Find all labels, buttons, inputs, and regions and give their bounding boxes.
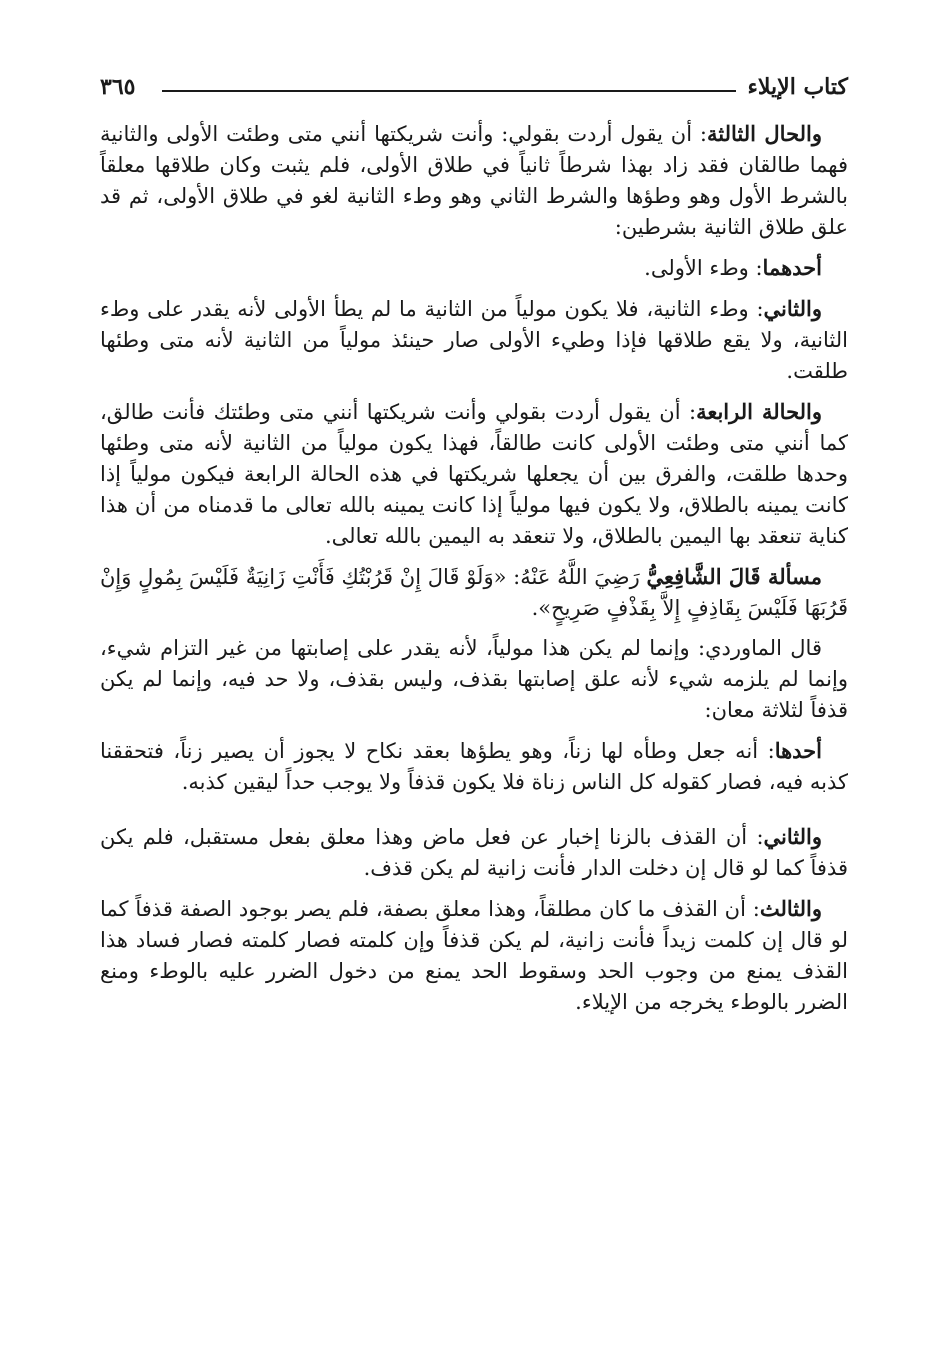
paragraph-third-case <box>100 118 848 243</box>
paragraph-text: : وطء الأولى. <box>644 256 763 280</box>
paragraph-lead: أحدها <box>774 738 822 763</box>
paragraph-lead: والثالث <box>759 896 822 921</box>
body-text <box>100 118 848 1027</box>
paragraph-text: : أن يقول أردت بقولي وأنت شريكتها أنني متى وطئتك فأنت طالق، كما أنني متى وطئت الأولى كانت طالقاً، فهذا يكون مولياً من الثانية لأنه متى وطئها وحدها طلقت، والفرق بين أن يجعلها شريكتها في هذه الحالة الرابعة فيكون مولياً إذا كانت يمينه بالطلاق، ولا يكون فيها مولياً إذا كانت يمينه بالله تعالى ما قدمناه من أن هذا كناية تنعقد بها اليمين بالطلاق، ولا تنعقد به اليمين بالله تعالى. <box>100 400 848 548</box>
paragraph-mawardi <box>100 633 848 726</box>
paragraph-masala <box>100 561 848 624</box>
spacer <box>100 807 848 821</box>
paragraph-text: : أن القذف ما كان مطلقاً، وهذا معلق بصفة، فلم يصر بوجود الصفة قذفاً كما لو قال إن كلمت زيداً فأنت زانية، لم يكن قذفاً وإن كلمته فصار كلمته فصار فساد هذا القذف يمنع من وجوب الحد وسقوط الحد يمنع من دخول الضرر عليه بالوطء ومنع الضرر بالوطء يخرجه من الإيلاء. <box>100 897 848 1014</box>
chapter-title: كتاب الإيلاء <box>747 74 848 100</box>
paragraph-text: : أن يقول أردت بقولي: وأنت شريكتها أنني متى وطئت الأولى والثانية فهما طالقان فقد زاد بهذا شرطاً ثانياً في طلاق الأولى، فلم يثبت وكان طلاقها معلقاً بالشرط الأول وهو وطؤها والشرط الثاني وهو وطء الثانية لغو في طلاق الأولى، ثم قد علق طلاق الثانية بشرطين: <box>100 122 848 239</box>
paragraph-reason-one <box>100 735 848 798</box>
paragraph-fourth-case <box>100 396 848 552</box>
page-header <box>100 70 848 104</box>
paragraph-lead: والثاني <box>763 296 822 321</box>
paragraph-lead: والحالة الرابعة <box>696 399 823 424</box>
paragraph-reason-three <box>100 893 848 1018</box>
header-rule <box>162 90 736 92</box>
paragraph-text: : أنه جعل وطأه لها زناً، وهو يطؤها بعقد نكاح لا يجوز أن يصير زناً، فتحققنا كذبه فيه، فصار كقوله كل الناس زناة فلا يكون قذفاً ولا يوجب حداً ليقين كذبه. <box>100 739 848 794</box>
page-number: ٣٦٥ <box>100 74 136 100</box>
paragraph-first-condition <box>100 252 848 284</box>
paragraph-lead: والثاني <box>763 824 822 849</box>
paragraph-lead: مسألة قَالَ الشَّافِعِيُّ <box>646 564 822 589</box>
paragraph-lead: أحدهما <box>762 255 822 280</box>
paragraph-text: : وطء الثانية، فلا يكون مولياً من الثانية ما لم يطأ الأولى لأنه يقدر على وطء الثانية، ولا يقع طلاقها فإذا وطيء الأولى صار حينئذ مولياً من الثانية لأنه متى وطئها طلقت. <box>100 297 848 383</box>
paragraph-text: قال الماوردي: وإنما لم يكن هذا مولياً، لأنه يقدر على إصابتها من غير التزام شيء، وإنما لم يلزمه شيء لأنه علق إصابتها بقذف، وليس بقذف، ولا حد فيه، وإنما لم يكن قذفاً لثلاثة معان: <box>100 636 848 722</box>
paragraph-text: رَضِيَ اللَّهُ عَنْهُ: «وَلَوْ قَالَ إِنْ قَرُبْتُكِ فَأَنْتِ زَانِيَةٌ فَلَيْسَ بِمُولٍ وَإِنْ قَرُبَهَا فَلَيْسَ بِقَاذِفٍ إِلاَّ بِقَذْفٍ صَرِيحٍ». <box>100 565 848 620</box>
paragraph-reason-two <box>100 821 848 884</box>
paragraph-second-condition <box>100 293 848 387</box>
paragraph-lead: والحال الثالثة <box>706 121 823 146</box>
paragraph-text: : أن القذف بالزنا إخبار عن فعل ماض وهذا معلق بفعل مستقبل، فلم يكن قذفاً كما لو قال إن دخلت الدار فأنت زانية لم يكن قذف. <box>100 825 848 880</box>
